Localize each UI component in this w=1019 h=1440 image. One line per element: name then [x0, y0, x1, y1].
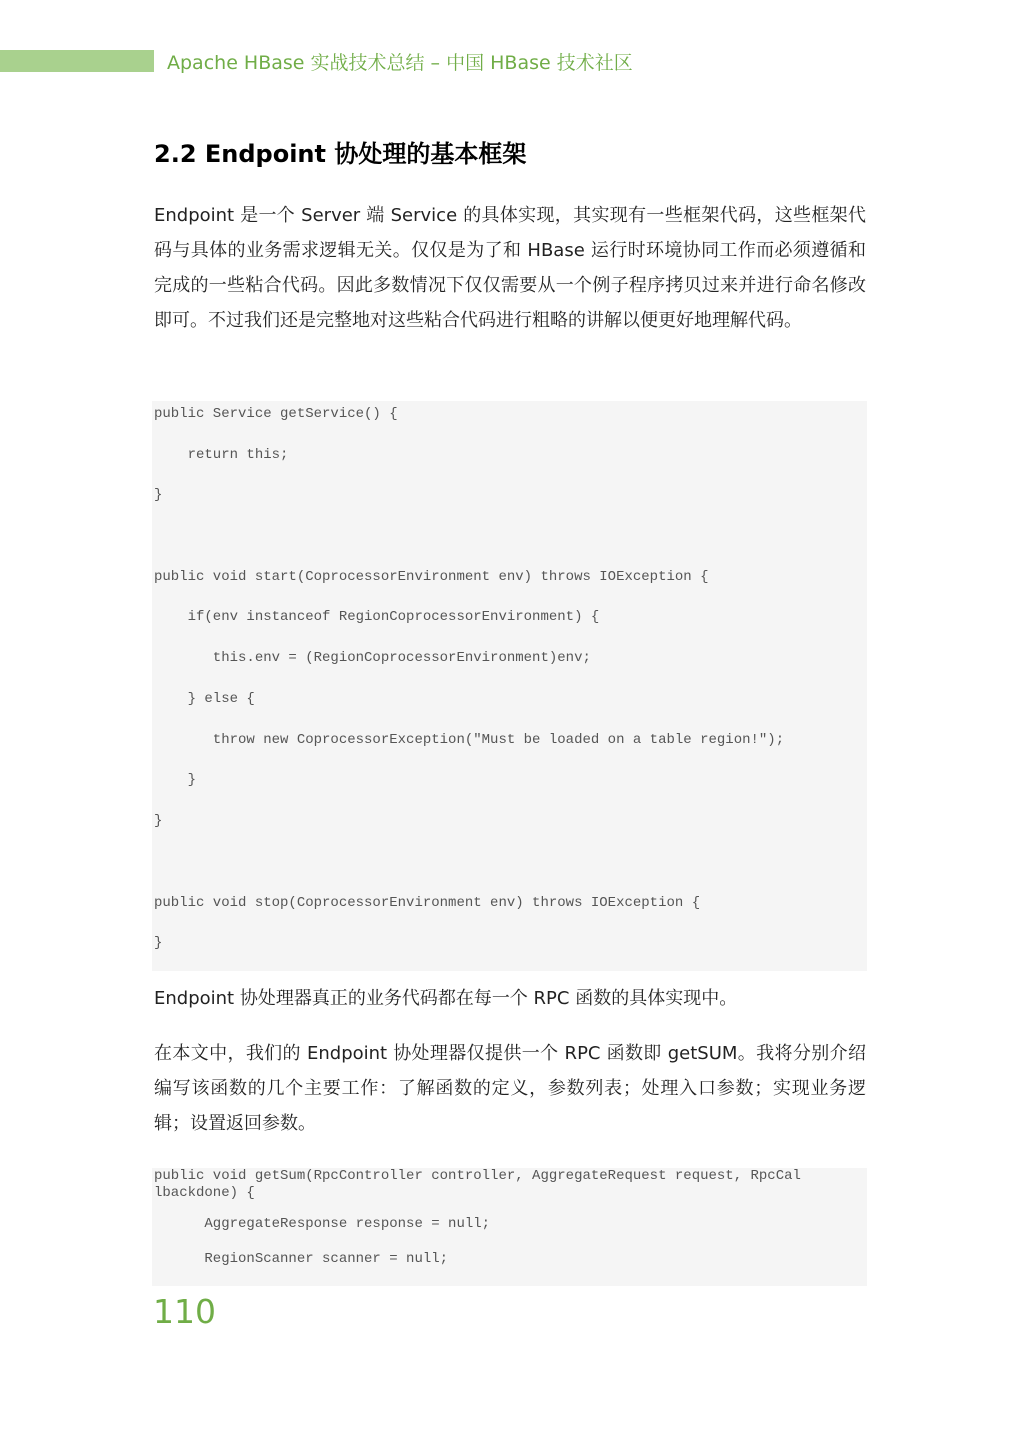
page-number: 110 [153, 1292, 216, 1331]
code-line: public void getSum(RpcController controller, AggregateRequest request, RpcCal [154, 1168, 801, 1184]
code-line: } [154, 772, 197, 788]
code-line: } [154, 813, 163, 829]
code-line: } else { [154, 691, 255, 707]
code-line: RegionScanner scanner = null; [154, 1251, 449, 1267]
code-line: lbackdone) { [154, 1185, 255, 1201]
code-line: } [154, 935, 163, 951]
running-header: Apache HBase 实战技术总结 – 中国 HBase 技术社区 [167, 52, 633, 74]
code-line: } [154, 487, 163, 503]
code-line: return this; [154, 447, 289, 463]
code-line: this.env = (RegionCoprocessorEnvironment)env; [154, 650, 591, 666]
code-line: throw new CoprocessorException("Must be loaded on a table region!"); [154, 732, 785, 748]
intro-paragraph: Endpoint 是一个 Server 端 Service 的具体实现，其实现有一些框架代码，这些框架代码与具体的业务需求逻辑无关。仅仅是为了和 HBase 运行时环境协同工作而必须遵循和完成的一些粘合代码。因此多数情况下仅仅需要从一个例子程序拷贝过来并进行命名修改即可。不过我们还是完整地对这些粘合代码进行粗略的讲解以便更好地理解代码。 [154, 205, 866, 331]
code-line: if(env instanceof RegionCoprocessorEnvironment) { [154, 609, 600, 625]
code-block-lifecycle [152, 401, 867, 971]
code-line: public void start(CoprocessorEnvironment env) throws IOException { [154, 569, 709, 585]
getsum-paragraph: 在本文中，我们的 Endpoint 协处理器仅提供一个 RPC 函数即 getSUM。我将分别介绍编写该函数的几个主要工作：了解函数的定义，参数列表；处理入口参数；实现业务逻辑；设置返回参数。 [154, 1043, 866, 1134]
section-title: 2.2 Endpoint 协处理的基本框架 [154, 140, 527, 168]
code-line: public void stop(CoprocessorEnvironment env) throws IOException { [154, 895, 701, 911]
header-accent-bar [0, 50, 154, 72]
code-line: public Service getService() { [154, 406, 398, 422]
code-line: AggregateResponse response = null; [154, 1216, 491, 1232]
endpoint-paragraph: Endpoint 协处理器真正的业务代码都在每一个 RPC 函数的具体实现中。 [154, 988, 738, 1009]
code-block-getsum [152, 1168, 867, 1286]
